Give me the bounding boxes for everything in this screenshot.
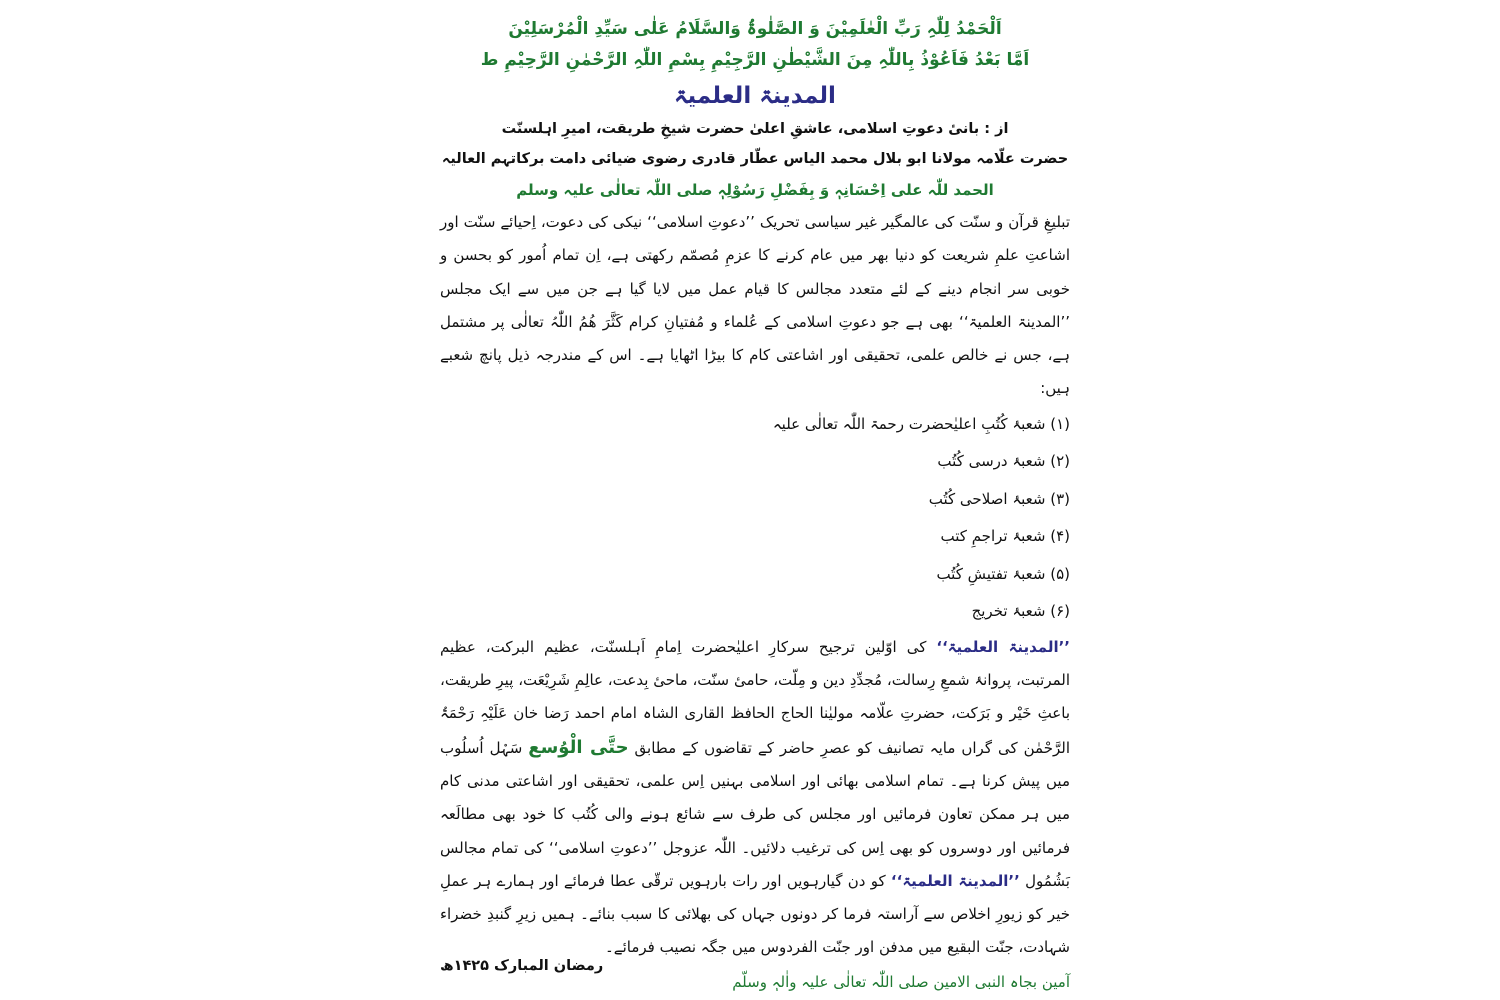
department-item: (۳) شعبۂ اصلاحی کُتُب (928, 489, 1070, 508)
institute-name-inline: ’’المدینۃ العلمیۃ‘‘ (890, 871, 1020, 890)
department-item: (۶) شعبۂ تخریج (971, 602, 1070, 621)
department-item: (۱) شعبۂ کُتُبِ اعلیٰحضرت رحمۃ اللّٰہ تعالٰی علیہ (772, 414, 1070, 433)
department-item: (۲) شعبۂ درسی کُتُب (937, 452, 1070, 471)
closing-text: کی اوّلین ترجیح سرکارِ اعلیٰحضرت اِمامِ اَہلسنّت، عظیم البرکت، عظیم المرتبت، پروانۂ شمعِ رِسالت، مُجدِّدِ دین و مِلّت، حامیٔ سنّت، ماحیٔ بِدعت، عالِمِ شَرِیْعَت، پیرِ طریقت، باعثِ خَیْر و بَرَکت، حضرتِ علّامہ مولیٰنا الحاج الحافظ القاری الشاہ امام احمد رَضا خان عَلَیْہِ رَحْمَۃُ الرَّحْمٰن کی گراں مایہ تصانیف کو عصرِ حاضر کے تقاضوں کے مطابق (440, 637, 1070, 757)
closing-paragraph (440, 631, 1070, 965)
byline-line-1: از : بانیٔ دعوتِ اسلامی، عاشقِ اعلیٰ حضرت شیخِ طریقت، امیرِ اہلسنّت (501, 121, 1009, 137)
invocation-line-1: اَلْحَمْدُ لِلّٰہِ رَبِّ الْعٰلَمِیْنَ وَ الصَّلٰوۃُ وَالسَّلَامُ عَلٰی سَیِّدِ الْمُرْسَلِیْنَ (508, 19, 1002, 39)
amen-line: آمین بجاہ النبی الامین صلی اللّٰہ تعالٰی علیہ واٰلہٖ وسلّم (732, 972, 1070, 991)
institute-name-inline: ’’المدینۃ العلمیۃ‘‘ (936, 637, 1071, 656)
date-line: رمضان المبارک ۱۴۲۵ھ (440, 958, 604, 974)
closing-text: کو دن گیارہویں اور رات بارہویں ترقّی عطا فرمائے اور ہمارے ہر عملِ خیر کو زیورِ اخلاص سے آراستہ فرما کر دونوں جہاں کی بھلائی کا سبب بنائے۔ ہمیں زیرِ گنبدِ خضراء شہادت، جنّت البقیع میں مدفن اور جنّت الفردوس میں جگہ نصیب فرمائے۔ (440, 871, 1070, 957)
hattal-wusa-inline: حتَّی الْوُسع (528, 736, 629, 758)
department-item: (۵) شعبۂ تفتیشِ کُتُب (936, 564, 1070, 583)
closing-text: سَہْل اُسلُوب میں پیش کرنا ہے۔ تمام اسلامی بھائی اور اسلامی بہنیں اِس علمی، تحقیقی اور اشاعتی مدنی کام میں ہر ممکن تعاون فرمائیں اور مجلس کی طرف سے شائع ہونے والی کُتُب کا خود بھی مطالَعہ فرمائیں اور دوسروں کو بھی اِس کی ترغیب دلائیں۔ اللّٰہ عزوجل ’’دعوتِ اسلامی‘‘ کی تمام مجالس بَشُمُول (440, 738, 1070, 890)
department-item: (۴) شعبۂ تراجمِ کتب (940, 527, 1070, 546)
intro-paragraph: تبلیغِ قرآن و سنّت کی عالمگیر غیر سیاسی تحریک ’’دعوتِ اسلامی‘‘ نیکی کی دعوت، اِحیائے سنّت اور اشاعتِ علمِ شریعت کو دنیا بھر میں عام کرنے کا عزمِ مُصمّم رکھتی ہے، اِن تمام اُمور کو بحسن و خوبی سر انجام دینے کے لئے متعدد مجالس کا قیام عمل میں لایا گیا ہے جن میں سے ایک مجلس ’’المدینۃ العلمیۃ‘‘ بھی ہے جو دعوتِ اسلامی کے عُلماء و مُفتیانِ کرام کَثَّرَ ھُمُ اللّٰہُ تعالٰی پر مشتمل ہے، جس نے خالص علمی، تحقیقی اور اشاعتی کام کا بیڑا اٹھایا ہے۔ اس کے مندرجہ ذیل پانچ شعبے ہیں: (440, 213, 1070, 398)
page-title: المدینۃ العلمیۃ (674, 83, 836, 109)
document-column (440, 14, 1070, 999)
invocation-line-2: اَمَّا بَعْدُ فَاَعُوْذُ بِاللّٰہِ مِنَ الشَّیْطٰنِ الرَّجِیْمِ بِسْمِ اللّٰہِ الرَّحْمٰنِ الرَّحِیْمِ ط (480, 50, 1030, 70)
department-list (440, 406, 1070, 631)
byline-line-2: حضرت علّامہ مولانا ابو بلال محمد الیاس عطّار قادری رضوی ضیائی دامت برکاتہم العالیہ (441, 151, 1069, 167)
praise-line: الحمد للّٰہ علی اِحْسَانِہٖ وَ بِفَضْلِ رَسُوْلِہٖ صلی اللّٰہ تعالٰی علیہ وسلم (516, 181, 994, 199)
